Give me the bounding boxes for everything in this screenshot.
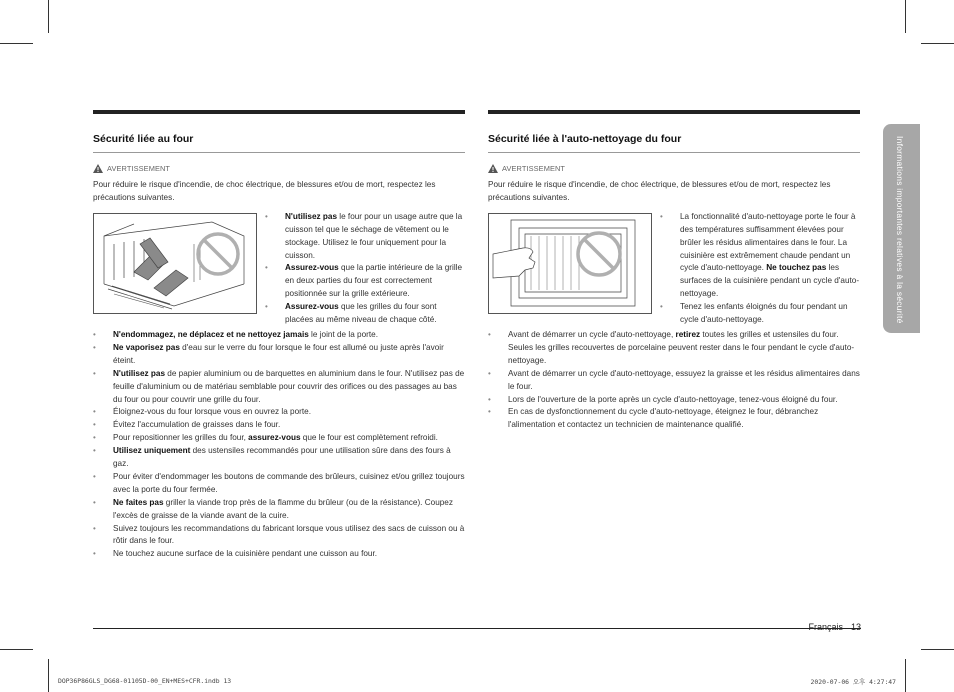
intro-text: Pour réduire le risque d'incendie, de choc électrique, de blessures et/ou de mort, respectez les précautions suivantes. bbox=[488, 180, 831, 202]
print-date-info: 2020-07-06 오후 4:27:47 bbox=[810, 678, 896, 686]
warning-label bbox=[93, 164, 465, 173]
oven-door-touch-prohibited-figure bbox=[488, 213, 652, 314]
chapter-tab-label: Informations importantes relatives à la sécurité bbox=[895, 136, 905, 324]
section-title: Sécurité liée au four bbox=[93, 133, 465, 153]
figure-row bbox=[488, 211, 860, 327]
section-title: Sécurité liée à l'auto-nettoyage du four bbox=[488, 133, 860, 153]
crop-mark bbox=[48, 659, 49, 692]
bullet-list bbox=[93, 329, 465, 561]
prohibited-circle-icon bbox=[578, 233, 620, 275]
warning-triangle-icon bbox=[488, 164, 498, 173]
list-item: • N'utilisez pas de papier aluminium ou de barquettes en aluminium dans le four. N'utilisez pas de feuille d'aluminium ou de matériau semblable pour couvrir des orifices ou des passages au bas du four ou pour couvrir une grille du four. bbox=[93, 368, 465, 404]
list-item: • Lors de l'ouverture de la porte après un cycle d'auto-nettoyage, tenez-vous éloigné du four. bbox=[488, 394, 838, 404]
crop-mark bbox=[0, 649, 33, 650]
warning-text: AVERTISSEMENT bbox=[107, 164, 171, 173]
list-item: • Assurez-vous que la partie intérieure de la grille en deux parties du four est correctement positionnée sur la grille extérieure. bbox=[265, 263, 463, 299]
intro-text: Pour réduire le risque d'incendie, de choc électrique, de blessures et/ou de mort, respectez les précautions suivantes. bbox=[93, 180, 436, 202]
hand-illustration bbox=[493, 248, 535, 278]
page-footer bbox=[808, 622, 861, 632]
list-item: • Évitez l'accumulation de graisses dans le four. bbox=[93, 420, 281, 430]
list-item: • Avant de démarrer un cycle d'auto-nettoyage, retirez toutes les grilles et ustensiles du four. Seules les grilles recouvertes de porcelaine peuvent rester dans le four pendant le cycle d'auto-nettoyage. bbox=[488, 329, 855, 365]
list-item: • N'utilisez pas le four pour un usage autre que la cuisson tel que le séchage de vêtement ou le stockage. Utilisez le four uniquement pour la cuisson. bbox=[265, 211, 463, 260]
crop-mark bbox=[48, 0, 49, 33]
crop-mark bbox=[0, 43, 33, 44]
list-item: • Ne vaporisez pas d'eau sur le verre du four lorsque le four est allumé ou juste après l'avoir éteint. bbox=[93, 342, 444, 365]
list-item: • Ne touchez aucune surface de la cuisinière pendant une cuisson au four. bbox=[93, 549, 377, 559]
crop-mark bbox=[921, 649, 954, 650]
page-number: 13 bbox=[850, 622, 861, 632]
crop-mark bbox=[905, 659, 906, 692]
crop-mark bbox=[905, 0, 906, 33]
list-item: • Tenez les enfants éloignés du four pendant un cycle d'auto-nettoyage. bbox=[660, 302, 848, 325]
list-item: • Suivez toujours les recommandations du fabricant lorsque vous utilisez des sacs de cuisson ou à rôtir dans le four. bbox=[93, 523, 465, 546]
oven-rack-prohibited-figure bbox=[93, 213, 257, 314]
list-item: • N'endommagez, ne déplacez et ne nettoyez jamais le joint de la porte. bbox=[93, 329, 378, 339]
prohibited-circle-icon bbox=[198, 234, 238, 274]
side-bullet-list bbox=[660, 211, 860, 327]
list-item: • La fonctionnalité d'auto-nettoyage porte le four à des températures suffisamment élevées pour brûler les résidus alimentaires dans le four. La cuisinière est extrêmement chaude pendant un cycle d'auto-nettoyage. Ne touchez pas les surfaces de la cuisinière pendant un cycle d'auto-nettoyage. bbox=[660, 211, 860, 299]
chapter-side-tab bbox=[883, 124, 920, 333]
self-clean-safety-section bbox=[488, 110, 860, 432]
list-item: • Ne faites pas griller la viande trop près de la flamme du brûleur (ou de la résistance). Coupez l'excès de graisse de la viande avant de la cuire. bbox=[93, 497, 453, 520]
oven-rack-illustration bbox=[134, 238, 188, 296]
oven-safety-section bbox=[93, 110, 465, 561]
list-item: • Pour repositionner les grilles du four, assurez-vous que le four est complètement refroidi. bbox=[93, 433, 438, 443]
list-item: • Pour éviter d'endommager les boutons de commande des brûleurs, cuisinez et/ou grillez toujours avec la porte du four fermée. bbox=[93, 471, 465, 494]
footer-rule bbox=[93, 628, 861, 629]
footer-language: Français bbox=[808, 622, 843, 632]
list-item: • Utilisez uniquement des ustensiles recommandés pour une utilisation sûre dans des fours à gaz. bbox=[93, 446, 451, 469]
bullet-list bbox=[488, 329, 860, 432]
list-item: • Éloignez-vous du four lorsque vous en ouvrez la porte. bbox=[93, 407, 311, 417]
print-file-info: DOP36P86GLS_DG68-01105D-00_EN+MES+CFR.indb 13 bbox=[58, 677, 232, 685]
warning-label bbox=[488, 164, 860, 173]
section-top-rule bbox=[488, 110, 860, 114]
side-bullet-list bbox=[265, 211, 465, 327]
list-item: • Avant de démarrer un cycle d'auto-nettoyage, essuyez la graisse et les résidus alimentaires dans le four. bbox=[488, 368, 860, 391]
figure-row bbox=[93, 211, 465, 327]
list-item: • En cas de dysfonctionnement du cycle d'auto-nettoyage, éteignez le four, débranchez l'alimentation et contactez un technicien de maintenance qualifié. bbox=[488, 407, 819, 430]
list-item: • Assurez-vous que les grilles du four sont placées au même niveau de chaque côté. bbox=[265, 302, 437, 325]
crop-mark bbox=[921, 43, 954, 44]
warning-text: AVERTISSEMENT bbox=[502, 164, 566, 173]
warning-triangle-icon bbox=[93, 164, 103, 173]
section-top-rule bbox=[93, 110, 465, 114]
